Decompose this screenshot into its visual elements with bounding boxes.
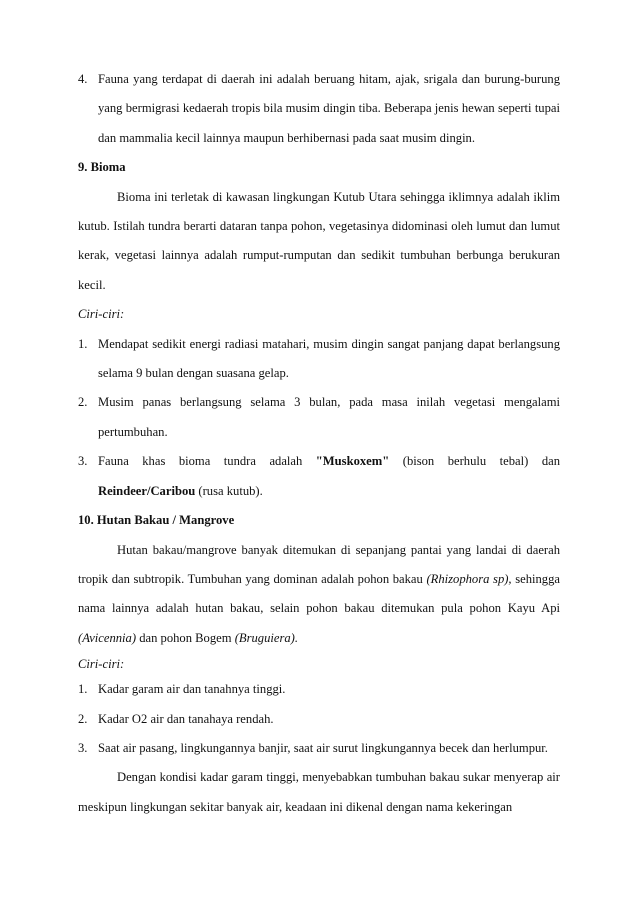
section-9-item-3 <box>78 447 560 506</box>
bold-term-muskoxem: "Muskoxem" <box>315 454 390 469</box>
italic-rhizophora: (Rhizophora sp), <box>426 571 512 586</box>
document-body <box>78 65 560 822</box>
list-number: 1. <box>78 336 88 351</box>
italic-bruguiera: (Bruguiera). <box>234 630 299 645</box>
section-9-item-1 <box>78 330 560 389</box>
list-text: Kadar garam air dan tanahnya tinggi. <box>98 682 286 697</box>
section-10-ciri-label: Ciri-ciri: <box>78 657 125 672</box>
list-item-4 <box>78 65 560 153</box>
bold-term-reindeer: Reindeer/Caribou <box>98 483 196 498</box>
italic-avicennia: (Avicennia) <box>78 630 137 645</box>
list-text: Kadar O2 air dan tanahaya rendah. <box>98 711 274 726</box>
section-9-ciri-label: Ciri-ciri: <box>78 307 125 322</box>
section-10-item-3 <box>78 734 560 763</box>
list-text: Mendapat sedikit energi radiasi matahari, musim dingin sangat panjang dapat berlangsung selama 9 bulan dengan suasana gelap. <box>98 336 560 381</box>
text-run: Hutan bakau/mangrove banyak ditemukan di sepanjang pantai yang landai di daerah tropik dan subtropik. Tumbuhan yang dominan adalah pohon bakau <box>78 542 560 586</box>
list-number: 3. <box>78 454 88 469</box>
text-run: sehingga nama lainnya adalah hutan bakau, selain pohon bakau ditemukan pula pohon Kayu Api <box>78 571 560 616</box>
section-10-item-1 <box>78 675 560 704</box>
section-10-heading: 10. Hutan Bakau / Mangrove <box>78 513 235 528</box>
list-text-mid: (bison berhulu tebal) dan <box>389 454 560 469</box>
list-text: Musim panas berlangsung selama 3 bulan, pada masa inilah vegetasi mengalami pertumbuhan. <box>98 395 560 439</box>
section-9-paragraph: Bioma ini terletak di kawasan lingkungan Kutub Utara sehingga iklimnya adalah iklim kutub. Istilah tundra berarti dataran tanpa pohon, vegetasinya didominasi oleh lumut dan lumut kerak, vegetasi lainnya adalah rumput-rumputan dan sedikit tumbuhan berbunga berukuran kecil. <box>78 189 560 292</box>
list-number: 4. <box>78 72 88 86</box>
section-9-heading: 9. Bioma <box>78 160 126 175</box>
section-9-item-2 <box>78 388 560 447</box>
list-text: Saat air pasang, lingkungannya banjir, saat air surut lingkungannya becek dan herlumpur. <box>98 740 548 755</box>
section-10-paragraph-2: Dengan kondisi kadar garam tinggi, menyebabkan tumbuhan bakau sukar menyerap air meskipun lingkungan sekitar banyak air, keadaan ini dikenal dengan nama kekeringan <box>78 770 560 814</box>
section-10-item-2 <box>78 705 560 734</box>
section-10-paragraph-1 <box>78 536 560 654</box>
list-number: 1. <box>78 682 88 697</box>
list-text-post: (rusa kutub). <box>195 483 263 498</box>
text-run: dan pohon Bogem <box>136 630 235 645</box>
list-number: 3. <box>78 740 88 755</box>
list-number: 2. <box>78 395 88 410</box>
list-number: 2. <box>78 711 88 726</box>
list-text-pre: Fauna khas bioma tundra adalah <box>98 454 316 469</box>
list-text: Fauna yang terdapat di daerah ini adalah beruang hitam, ajak, srigala dan burung-burung yang bermigrasi kedaerah tropis bila musim dingin tiba. Beberapa jenis hewan seperti tupai dan mammalia kecil lainnya maupun berhibernasi pada saat musim dingin. <box>98 72 560 145</box>
